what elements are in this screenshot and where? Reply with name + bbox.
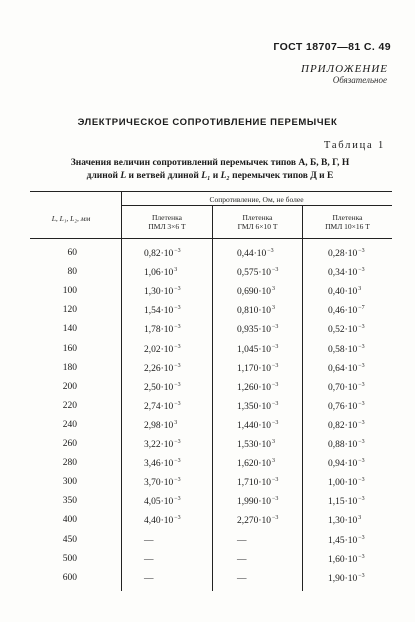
resistance-cell-pml-3x6 [144,344,214,355]
resistance-cell-pml-10x16-exponent: −3 [358,477,365,484]
resistance-cell-pml-3x6-exponent: −3 [174,458,181,465]
resistance-cell-pml-3x6-value: 2,50·10 [144,382,174,393]
resistance-cell-gml-6x10 [237,420,307,431]
length-column-header: L, L₁, L₂, мм [51,214,91,223]
resistance-cell-gml-6x10-exponent: −3 [267,248,274,254]
resistance-cell-gml-6x10-exponent: −3 [272,381,279,388]
appendix-label: ПРИЛОЖЕНИЕ [301,63,388,75]
resistance-cell-pml-3x6-exponent: −3 [174,248,181,254]
resistance-cell-gml-6x10 [237,305,307,316]
table-caption [40,157,380,183]
resistance-cell-pml-10x16-exponent: −3 [358,458,365,465]
table-row [0,573,415,595]
length-cell-value: 260 [62,439,77,449]
caption-var-l1: L₁ [201,171,211,181]
braid-header-line2: ПМЛ 3×6 Т [148,222,186,231]
resistance-cell-pml-3x6 [144,477,214,488]
resistance-cell-gml-6x10-exponent: −3 [272,400,279,407]
braid-column-header [213,213,302,231]
resistance-cell-pml-10x16 [328,401,398,412]
resistance-cell-gml-6x10 [237,573,307,584]
resistance-cell-pml-10x16-value: 0,58·10 [328,344,358,355]
resistance-cell-pml-3x6-exponent: −3 [174,324,181,331]
length-cell [37,496,77,506]
resistance-cell-pml-3x6-value: 1,78·10 [144,325,174,336]
resistance-cell-gml-6x10-exponent: −3 [272,515,279,522]
length-cell-value: 240 [62,419,77,430]
resistance-cell-gml-6x10 [237,535,307,546]
length-cell-value: 450 [62,534,77,545]
resistance-cell-pml-10x16-exponent: −3 [358,572,365,579]
resistance-cell-pml-10x16-exponent: −3 [358,496,365,503]
resistance-cell-pml-3x6-exponent: −3 [174,496,181,503]
length-cell [37,420,77,430]
braid-header-line1: Плетенка [332,213,363,222]
resistance-cell-pml-10x16 [328,554,398,565]
resistance-cell-pml-10x16 [328,344,398,355]
resistance-cell-pml-3x6-value: 0,82·10 [144,249,174,259]
caption-line-1: Значения величин сопротивлений перемычек типов А, Б, В, Г, Н [70,158,350,168]
resistance-cell-pml-3x6-value: 1,06·10 [144,268,174,279]
table-top-rule [30,191,392,192]
resistance-cell-pml-10x16-value: 0,46·10 [328,306,358,317]
resistance-cell-pml-10x16 [328,305,398,316]
resistance-cell-pml-10x16-exponent: −3 [358,439,365,445]
resistance-cell-pml-3x6 [144,535,214,546]
resistance-cell-gml-6x10-value: 1,620·10 [237,459,272,470]
length-cell [37,363,77,373]
length-cell [37,554,77,564]
resistance-cell-pml-10x16-value: 0,40·10 [328,287,358,298]
resistance-cell-pml-3x6-value: 2,74·10 [144,401,174,412]
resistance-cell-pml-3x6-value: 1,54·10 [144,306,174,317]
resistance-cell-pml-3x6-value: 2,26·10 [144,363,174,374]
resistance-cell-pml-3x6 [144,267,214,278]
resistance-cell-pml-10x16-value: 1,15·10 [328,497,358,508]
resistance-cell-gml-6x10-value: 1,710·10 [237,478,272,489]
braid-header-line1: Плетенка [242,213,273,222]
length-cell-value: 80 [67,267,77,278]
caption-text: длиной [86,171,118,181]
length-cell-value: 160 [62,343,77,354]
resistance-cell-gml-6x10 [237,401,307,412]
resistance-cell-pml-3x6-exponent: −3 [174,515,181,522]
caption-var-l: L [120,171,127,181]
resistance-cell-pml-3x6-exponent: −3 [174,439,181,445]
length-cell-value: 140 [62,324,77,335]
resistance-cell-pml-10x16-exponent: −3 [358,343,365,350]
resistance-cell-pml-3x6-value: 3,70·10 [144,478,174,489]
resistance-cell-pml-10x16-exponent: 3 [358,286,362,293]
resistance-cell-pml-10x16-value: 1,60·10 [328,554,358,565]
resistance-cell-gml-6x10-exponent: 3 [272,286,276,293]
resistance-cell-gml-6x10-value: 0,575·10 [237,268,272,279]
resistance-cell-pml-10x16-value: 1,00·10 [328,478,358,489]
length-cell [37,305,77,315]
braid-column-header [303,213,392,231]
resistance-cell-pml-10x16-exponent: 3 [358,515,362,522]
resistance-cell-pml-10x16 [328,324,398,335]
resistance-cell-pml-10x16-value: 0,34·10 [328,268,358,279]
length-cell-value: 120 [62,305,77,316]
resistance-cell-gml-6x10 [237,363,307,374]
resistance-group-header: Сопротивление, Ом, не более [209,195,304,204]
length-cell [37,573,77,583]
resistance-cell-pml-3x6-value: — [144,554,154,565]
length-cell-value: 600 [62,572,77,583]
braid-header-line2: ГМЛ 6×10 Т [237,222,278,231]
resistance-cell-pml-10x16-exponent: −3 [358,419,365,426]
resistance-cell-pml-3x6 [144,382,214,393]
braid-header-line2: ПМЛ 10×16 Т [325,222,370,231]
resistance-cell-gml-6x10-value: 1,260·10 [237,382,272,393]
resistance-cell-pml-10x16-exponent: −3 [358,362,365,369]
resistance-cell-gml-6x10-value: 0,935·10 [237,325,272,336]
resistance-cell-gml-6x10 [237,554,307,565]
resistance-cell-pml-10x16 [328,573,398,584]
resistance-cell-pml-10x16-exponent: −3 [358,248,365,254]
resistance-cell-pml-10x16-value: 1,45·10 [328,535,358,546]
resistance-cell-gml-6x10 [237,267,307,278]
resistance-cell-pml-3x6 [144,439,214,450]
group-header-rule [121,205,392,206]
document-reference: ГОСТ 18707—81 С. 49 [273,41,391,53]
resistance-cell-gml-6x10 [237,458,307,469]
resistance-cell-pml-10x16-exponent: −7 [358,305,365,312]
length-cell-value: 300 [62,477,77,488]
resistance-cell-gml-6x10-exponent: 3 [272,458,276,465]
length-cell [37,344,77,354]
resistance-cell-pml-10x16-exponent: −3 [358,400,365,407]
resistance-cell-pml-3x6-exponent: −3 [174,381,181,388]
resistance-cell-pml-3x6 [144,363,214,374]
resistance-cell-pml-10x16-value: 0,52·10 [328,325,358,336]
length-cell-value: 180 [62,362,77,373]
resistance-cell-gml-6x10 [237,248,307,259]
resistance-cell-pml-10x16-value: 0,70·10 [328,382,358,393]
resistance-cell-pml-10x16-value: 0,76·10 [328,401,358,412]
resistance-cell-pml-10x16 [328,477,398,488]
resistance-cell-pml-3x6 [144,420,214,431]
resistance-cell-pml-10x16-value: 0,94·10 [328,459,358,470]
caption-line-2 [40,170,380,183]
caption-text: и [212,171,219,181]
length-cell [37,324,77,334]
length-cell [37,382,77,392]
resistance-cell-gml-6x10-value: 1,440·10 [237,420,272,431]
resistance-cell-gml-6x10 [237,344,307,355]
length-cell [37,401,77,411]
resistance-cell-pml-3x6-value: 4,40·10 [144,516,174,527]
resistance-cell-gml-6x10-value: 0,690·10 [237,287,272,298]
resistance-cell-pml-10x16 [328,458,398,469]
length-cell-value: 100 [62,286,77,297]
length-cell-value: 60 [67,248,77,258]
resistance-cell-pml-10x16 [328,535,398,546]
resistance-cell-pml-3x6-exponent: 3 [174,419,178,426]
resistance-cell-pml-10x16 [328,382,398,393]
resistance-cell-gml-6x10-exponent: −3 [272,477,279,484]
resistance-cell-pml-3x6-exponent: −3 [174,305,181,312]
length-cell [37,267,77,277]
length-cell-value: 220 [62,400,77,411]
resistance-cell-gml-6x10-value: 1,990·10 [237,497,272,508]
braid-column-header [122,213,212,231]
resistance-cell-pml-3x6 [144,324,214,335]
resistance-cell-gml-6x10-exponent: −3 [272,419,279,426]
length-cell [37,515,77,525]
table-label: Таблица 1 [323,140,385,151]
length-cell-value: 200 [62,381,77,392]
caption-text: перемычек типов Д и Е [232,171,334,181]
resistance-cell-pml-10x16-value: 0,64·10 [328,363,358,374]
braid-header-line1: Плетенка [152,213,182,222]
resistance-cell-pml-3x6-value: — [144,573,154,584]
resistance-cell-gml-6x10-exponent: −3 [272,362,279,369]
resistance-cell-pml-10x16 [328,363,398,374]
resistance-cell-pml-10x16 [328,420,398,431]
resistance-cell-pml-10x16 [328,515,398,526]
resistance-cell-pml-3x6-exponent: −3 [174,343,181,350]
length-cell-value: 350 [62,496,77,507]
resistance-cell-pml-3x6 [144,515,214,526]
resistance-cell-pml-10x16-value: 0,88·10 [328,440,358,450]
resistance-cell-gml-6x10-value: — [237,554,247,565]
resistance-cell-pml-3x6-exponent: −3 [174,400,181,407]
resistance-cell-pml-3x6 [144,573,214,584]
length-cell [37,286,77,296]
length-cell-value: 400 [62,515,77,526]
resistance-cell-pml-3x6-exponent: −3 [174,362,181,369]
caption-var-l2: L₂ [220,171,230,181]
resistance-cell-gml-6x10-exponent: 3 [272,305,276,312]
resistance-cell-gml-6x10 [237,286,307,297]
appendix-note: Обязательное [332,75,387,85]
length-cell [37,458,77,468]
resistance-cell-pml-10x16-exponent: −3 [358,267,365,274]
resistance-cell-pml-10x16-exponent: −3 [358,553,365,560]
resistance-cell-pml-10x16-exponent: −3 [358,534,365,541]
resistance-cell-gml-6x10 [237,496,307,507]
resistance-cell-pml-10x16-value: 1,90·10 [328,573,358,584]
resistance-cell-pml-10x16-value: 0,82·10 [328,420,358,431]
resistance-cell-gml-6x10 [237,515,307,526]
resistance-cell-pml-3x6-value: — [144,535,154,546]
length-cell-value: 280 [62,458,77,469]
resistance-cell-gml-6x10-exponent: 3 [272,439,276,445]
resistance-cell-pml-3x6 [144,286,214,297]
resistance-cell-pml-3x6 [144,458,214,469]
resistance-cell-gml-6x10-value: 1,045·10 [237,344,272,355]
length-cell [37,535,77,545]
resistance-cell-pml-10x16 [328,248,398,259]
resistance-cell-gml-6x10 [237,382,307,393]
resistance-cell-pml-10x16 [328,496,398,507]
length-cell-value: 500 [62,553,77,564]
resistance-cell-pml-3x6 [144,496,214,507]
resistance-cell-pml-3x6-value: 1,30·10 [144,287,174,298]
resistance-cell-pml-10x16-exponent: −3 [358,381,365,388]
resistance-cell-pml-10x16 [328,286,398,297]
resistance-cell-gml-6x10-exponent: −3 [272,343,279,350]
length-cell [37,248,77,258]
caption-text: и ветвей длиной [128,171,199,181]
resistance-cell-gml-6x10-value: 1,530·10 [237,440,272,450]
resistance-cell-pml-3x6-exponent: −3 [174,286,181,293]
resistance-cell-gml-6x10-value: 0,810·10 [237,306,272,317]
resistance-cell-gml-6x10-value: 0,44·10 [237,249,267,259]
resistance-cell-gml-6x10 [237,477,307,488]
resistance-cell-gml-6x10 [237,439,307,450]
table-header-bottom-rule [30,238,392,239]
resistance-cell-pml-3x6-exponent: −3 [174,477,181,484]
resistance-cell-gml-6x10-value: — [237,573,247,584]
resistance-cell-pml-10x16-value: 0,28·10 [328,249,358,259]
resistance-cell-pml-3x6-value: 2,02·10 [144,344,174,355]
resistance-cell-pml-10x16 [328,267,398,278]
resistance-cell-gml-6x10-exponent: −3 [272,267,279,274]
length-cell [37,477,77,487]
resistance-cell-pml-3x6-value: 2,98·10 [144,420,174,431]
resistance-cell-pml-10x16 [328,439,398,450]
resistance-cell-gml-6x10-value: 1,350·10 [237,401,272,412]
resistance-cell-pml-10x16-exponent: −3 [358,324,365,331]
resistance-cell-pml-3x6-value: 3,22·10 [144,440,174,450]
resistance-cell-pml-3x6-value: 4,05·10 [144,497,174,508]
resistance-cell-pml-10x16-value: 1,30·10 [328,516,358,527]
resistance-cell-gml-6x10-exponent: −3 [272,324,279,331]
resistance-cell-pml-3x6 [144,401,214,412]
resistance-cell-gml-6x10-value: 1,170·10 [237,363,272,374]
length-cell [37,439,77,449]
resistance-cell-gml-6x10 [237,324,307,335]
resistance-cell-gml-6x10-value: — [237,535,247,546]
section-title: ЭЛЕКТРИЧЕСКОЕ СОПРОТИВЛЕНИЕ ПЕРЕМЫЧЕК [77,117,338,128]
resistance-cell-pml-3x6 [144,305,214,316]
resistance-cell-pml-3x6-exponent: 3 [174,267,178,274]
resistance-cell-pml-3x6 [144,554,214,565]
resistance-cell-gml-6x10-value: 2,270·10 [237,516,272,527]
resistance-cell-gml-6x10-exponent: −3 [272,496,279,503]
resistance-cell-pml-3x6-value: 3,46·10 [144,459,174,470]
resistance-cell-pml-3x6 [144,248,214,259]
